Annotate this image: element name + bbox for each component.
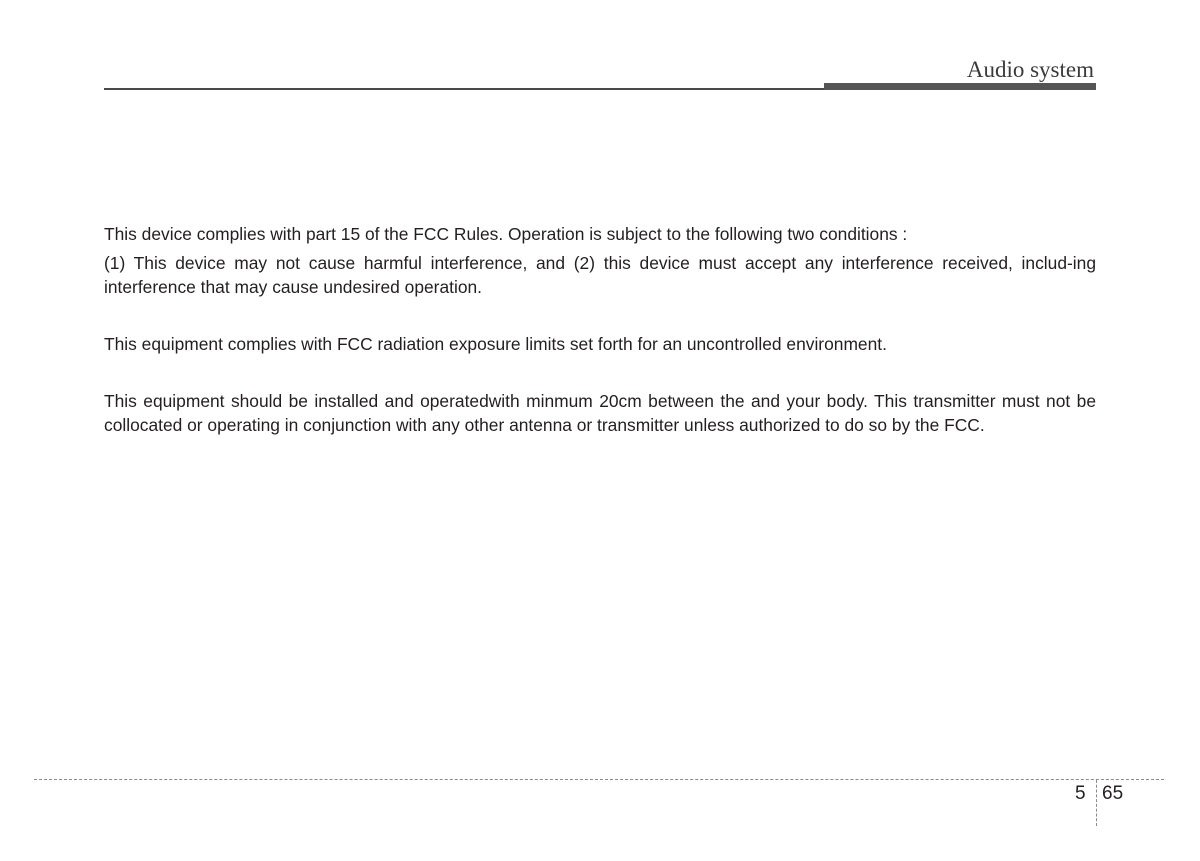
chapter-number: 5 [1075,783,1086,804]
page-number: 65 [1102,783,1124,804]
paragraph-installation: This equipment should be installed and operatedwith minmum 20cm between the and your body. This transmitter must not be collocated or operating in conjunction with any other antenna or transmitter unless authorized to do so by the FCC. [104,391,1096,435]
paragraph-radiation-exposure: This equipment complies with FCC radiation exposure limits set forth for an uncontrolled environment. [104,334,887,354]
header-rule-accent [824,83,1096,90]
footer-rule [34,779,1164,780]
section-title: Audio system [966,57,1094,82]
body-text [104,222,1096,437]
paragraph-fcc-compliance: This device complies with part 15 of the FCC Rules. Operation is subject to the following two conditions : [104,224,908,244]
footer-divider [1096,780,1097,826]
paragraph-fcc-conditions: (1) This device may not cause harmful interference, and (2) this device must accept any interference received, includ-ing interference that may cause undesired operation. [104,253,1096,297]
header-rule [104,88,826,90]
